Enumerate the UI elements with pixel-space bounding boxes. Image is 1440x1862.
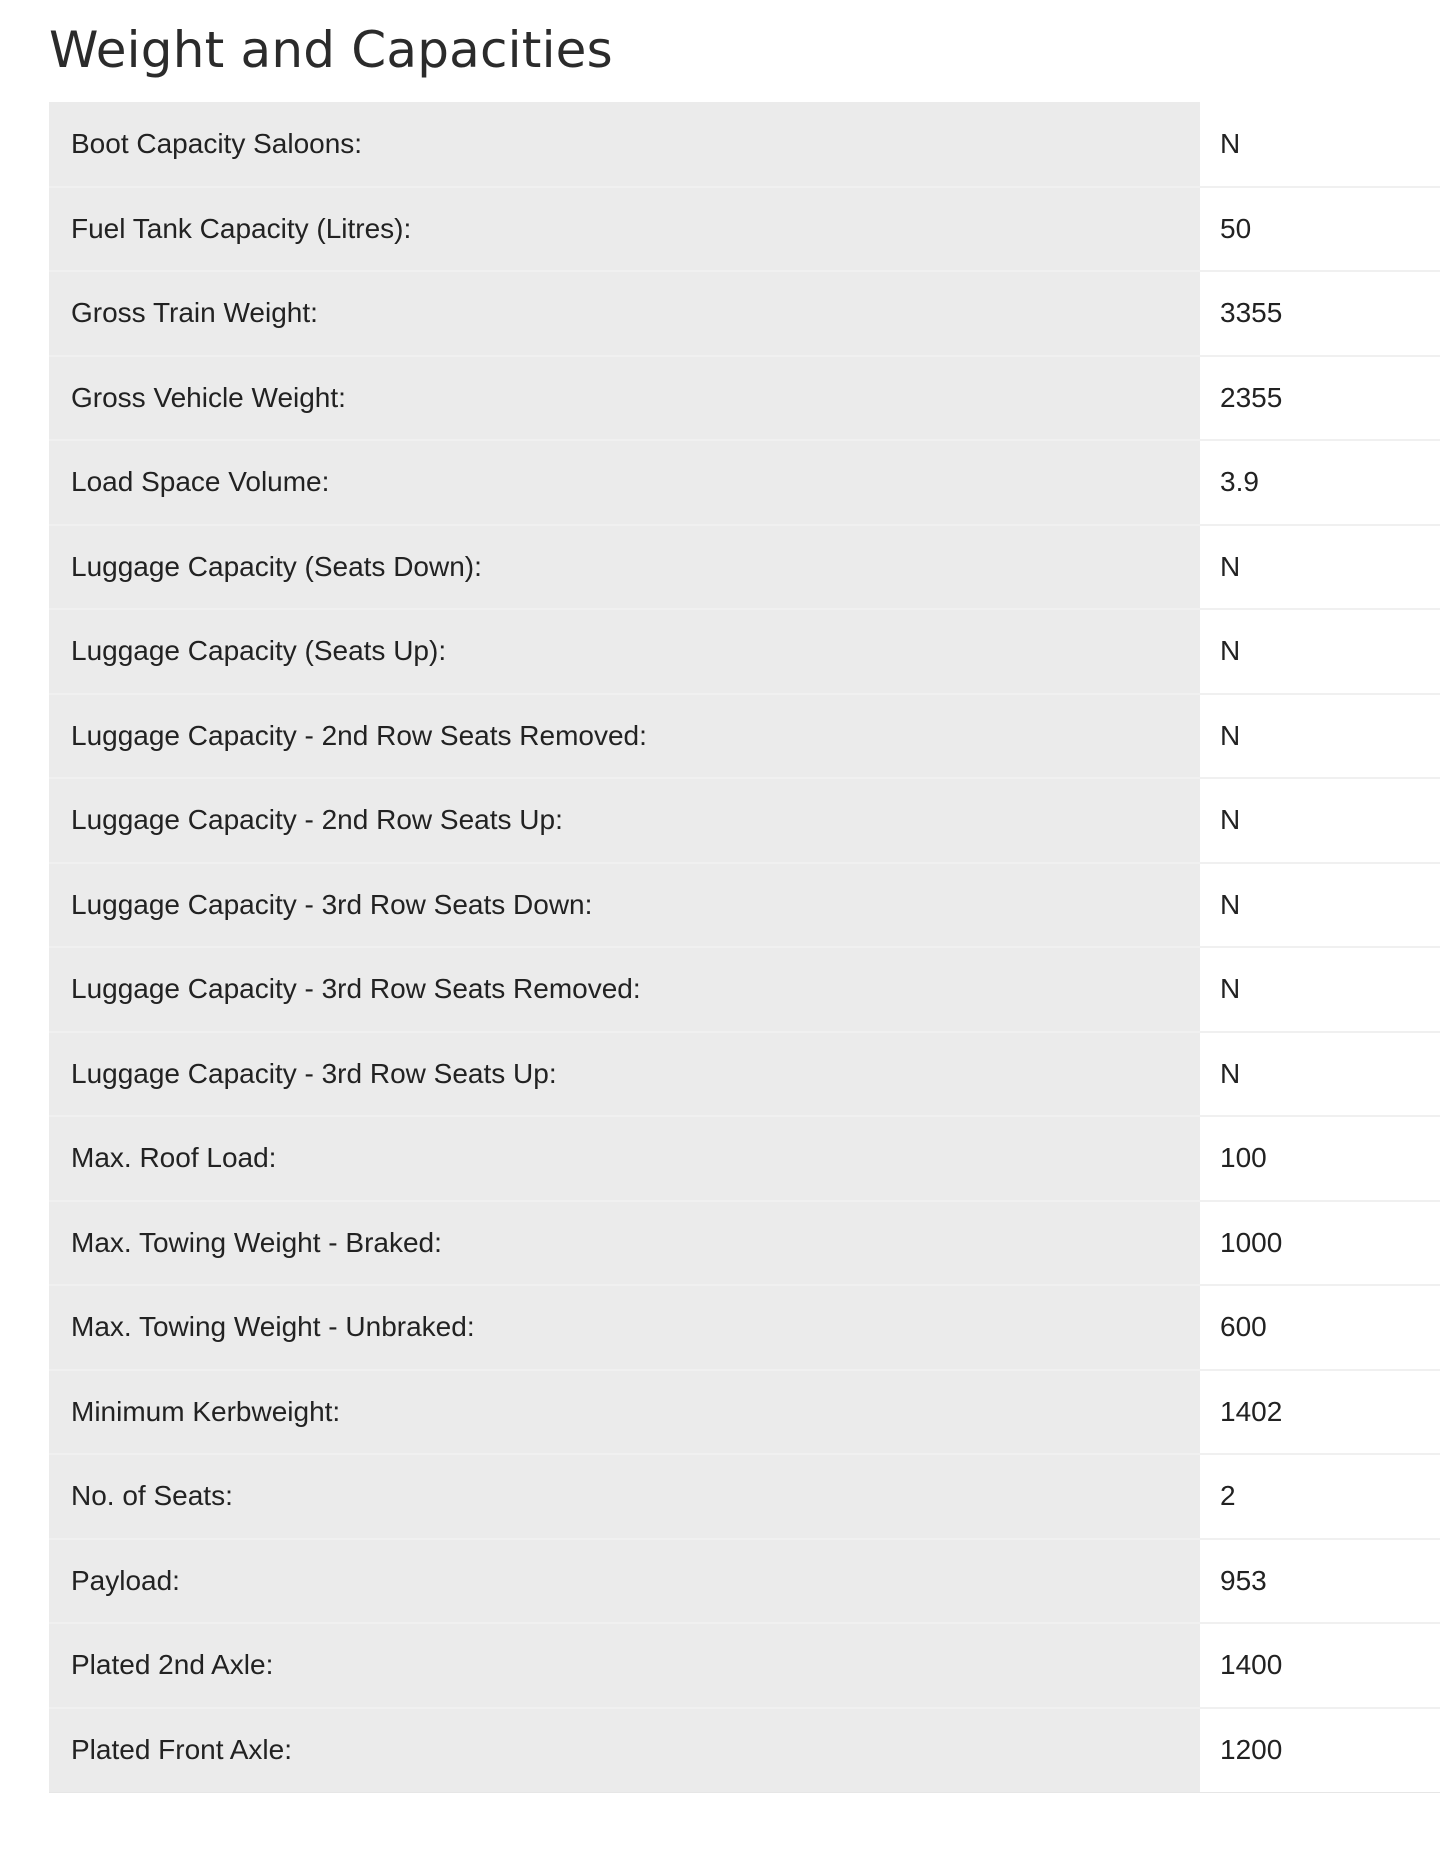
spec-value: 2355 xyxy=(1200,356,1440,441)
table-row xyxy=(49,102,1440,187)
spec-value: 1200 xyxy=(1200,1708,1440,1793)
spec-label: Luggage Capacity (Seats Down): xyxy=(49,525,1200,610)
spec-label: Gross Train Weight: xyxy=(49,271,1200,356)
spec-label: Gross Vehicle Weight: xyxy=(49,356,1200,441)
section-title: Weight and Capacities xyxy=(49,21,613,79)
table-row xyxy=(49,1201,1440,1286)
table-row xyxy=(49,356,1440,441)
spec-value: 3355 xyxy=(1200,271,1440,356)
spec-value: 2 xyxy=(1200,1454,1440,1539)
spec-label: Luggage Capacity - 2nd Row Seats Removed: xyxy=(49,694,1200,779)
spec-label: Luggage Capacity - 3rd Row Seats Down: xyxy=(49,863,1200,948)
spec-value: N xyxy=(1200,1032,1440,1117)
spec-value: 1000 xyxy=(1200,1201,1440,1286)
table-row xyxy=(49,863,1440,948)
spec-label: Boot Capacity Saloons: xyxy=(49,102,1200,187)
spec-label: Max. Towing Weight - Unbraked: xyxy=(49,1285,1200,1370)
spec-value: N xyxy=(1200,102,1440,187)
spec-value: N xyxy=(1200,525,1440,610)
spec-label: Load Space Volume: xyxy=(49,440,1200,525)
table-row xyxy=(49,1285,1440,1370)
table-row xyxy=(49,609,1440,694)
spec-label: Fuel Tank Capacity (Litres): xyxy=(49,187,1200,272)
specs-table xyxy=(49,102,1440,1793)
table-row xyxy=(49,271,1440,356)
spec-label: Max. Towing Weight - Braked: xyxy=(49,1201,1200,1286)
table-row xyxy=(49,1454,1440,1539)
spec-label: Luggage Capacity - 3rd Row Seats Up: xyxy=(49,1032,1200,1117)
spec-label: Luggage Capacity - 3rd Row Seats Removed: xyxy=(49,947,1200,1032)
table-row xyxy=(49,1116,1440,1201)
spec-label: Max. Roof Load: xyxy=(49,1116,1200,1201)
spec-label: Luggage Capacity - 2nd Row Seats Up: xyxy=(49,778,1200,863)
spec-value: 50 xyxy=(1200,187,1440,272)
table-row xyxy=(49,778,1440,863)
spec-label: No. of Seats: xyxy=(49,1454,1200,1539)
spec-value: 3.9 xyxy=(1200,440,1440,525)
table-row xyxy=(49,694,1440,779)
spec-label: Payload: xyxy=(49,1539,1200,1624)
spec-value: 1400 xyxy=(1200,1623,1440,1708)
table-row xyxy=(49,440,1440,525)
table-row xyxy=(49,1370,1440,1455)
table-row xyxy=(49,1032,1440,1117)
spec-value: N xyxy=(1200,778,1440,863)
spec-value: 600 xyxy=(1200,1285,1440,1370)
table-row xyxy=(49,1623,1440,1708)
table-row xyxy=(49,1539,1440,1624)
spec-value: 1402 xyxy=(1200,1370,1440,1455)
table-row xyxy=(49,1708,1440,1793)
spec-value: N xyxy=(1200,947,1440,1032)
table-row xyxy=(49,525,1440,610)
spec-label: Luggage Capacity (Seats Up): xyxy=(49,609,1200,694)
table-row xyxy=(49,187,1440,272)
spec-label: Plated Front Axle: xyxy=(49,1708,1200,1793)
spec-label: Minimum Kerbweight: xyxy=(49,1370,1200,1455)
spec-value: N xyxy=(1200,694,1440,779)
spec-label: Plated 2nd Axle: xyxy=(49,1623,1200,1708)
spec-value: N xyxy=(1200,609,1440,694)
spec-value: N xyxy=(1200,863,1440,948)
spec-value: 100 xyxy=(1200,1116,1440,1201)
spec-value: 953 xyxy=(1200,1539,1440,1624)
table-row xyxy=(49,947,1440,1032)
